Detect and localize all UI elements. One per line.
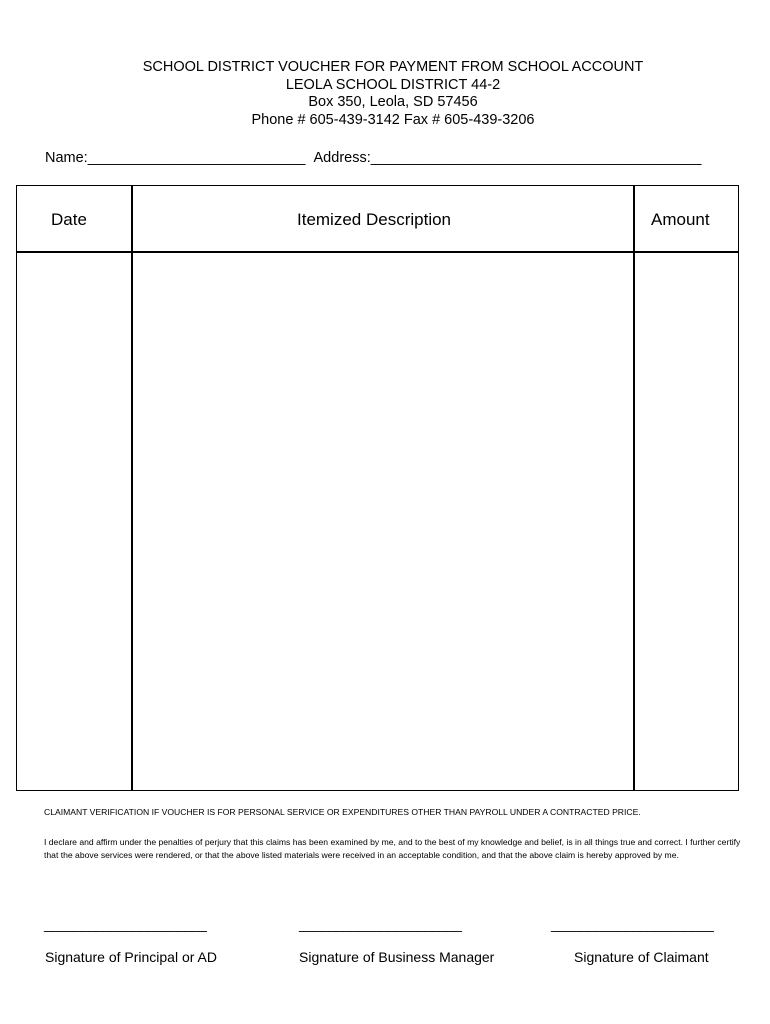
principal-signature-line[interactable]: ______________________ — [44, 916, 207, 932]
description-column-header: Itemized Description — [297, 210, 452, 229]
principal-signature-label: Signature of Principal or AD — [45, 949, 217, 965]
address-label: Address: — [313, 150, 371, 166]
amount-entry-area[interactable] — [635, 253, 738, 790]
claimant-signature-line[interactable]: ______________________ — [551, 916, 714, 932]
form-header — [0, 59, 770, 130]
name-address-row — [45, 150, 701, 166]
date-entry-area[interactable] — [17, 253, 131, 790]
district-address: Box 350, Leola, SD 57456 — [308, 94, 478, 111]
amount-column-header: Amount — [651, 210, 710, 229]
claimant-verification-title: CLAIMANT VERIFICATION IF VOUCHER IS FOR PERSONAL SERVICE OR EXPENDITURES OTHER THAN PAYROLL UNDER A CONTRACTED PRICE. — [44, 807, 641, 817]
address-field[interactable]: _________________________________________ — [370, 150, 702, 166]
name-field[interactable]: ___________________________ — [87, 150, 306, 166]
business-manager-signature-label: Signature of Business Manager — [299, 949, 495, 965]
claimant-declaration-text: I declare and affirm under the penalties of perjury that this claims has been examined by me, and to the best of my knowledge and belief, is in all things true and correct. I further certify that the above services were rendered, or that the above listed materials were received in an acceptable condition, and that the above claim is hereby approved by me. — [44, 837, 741, 860]
district-name: LEOLA SCHOOL DISTRICT 44-2 — [285, 76, 501, 93]
itemized-table — [16, 185, 739, 791]
date-column-header: Date — [51, 210, 87, 229]
district-phone-fax: Phone # 605-439-3142 Fax # 605-439-3206 — [251, 112, 535, 129]
form-title: SCHOOL DISTRICT VOUCHER FOR PAYMENT FROM SCHOOL ACCOUNT — [142, 59, 644, 75]
claimant-signature-label: Signature of Claimant — [574, 949, 709, 965]
description-entry-area[interactable] — [133, 253, 633, 790]
business-manager-signature-line[interactable]: ______________________ — [299, 916, 462, 932]
name-label: Name: — [45, 150, 88, 166]
